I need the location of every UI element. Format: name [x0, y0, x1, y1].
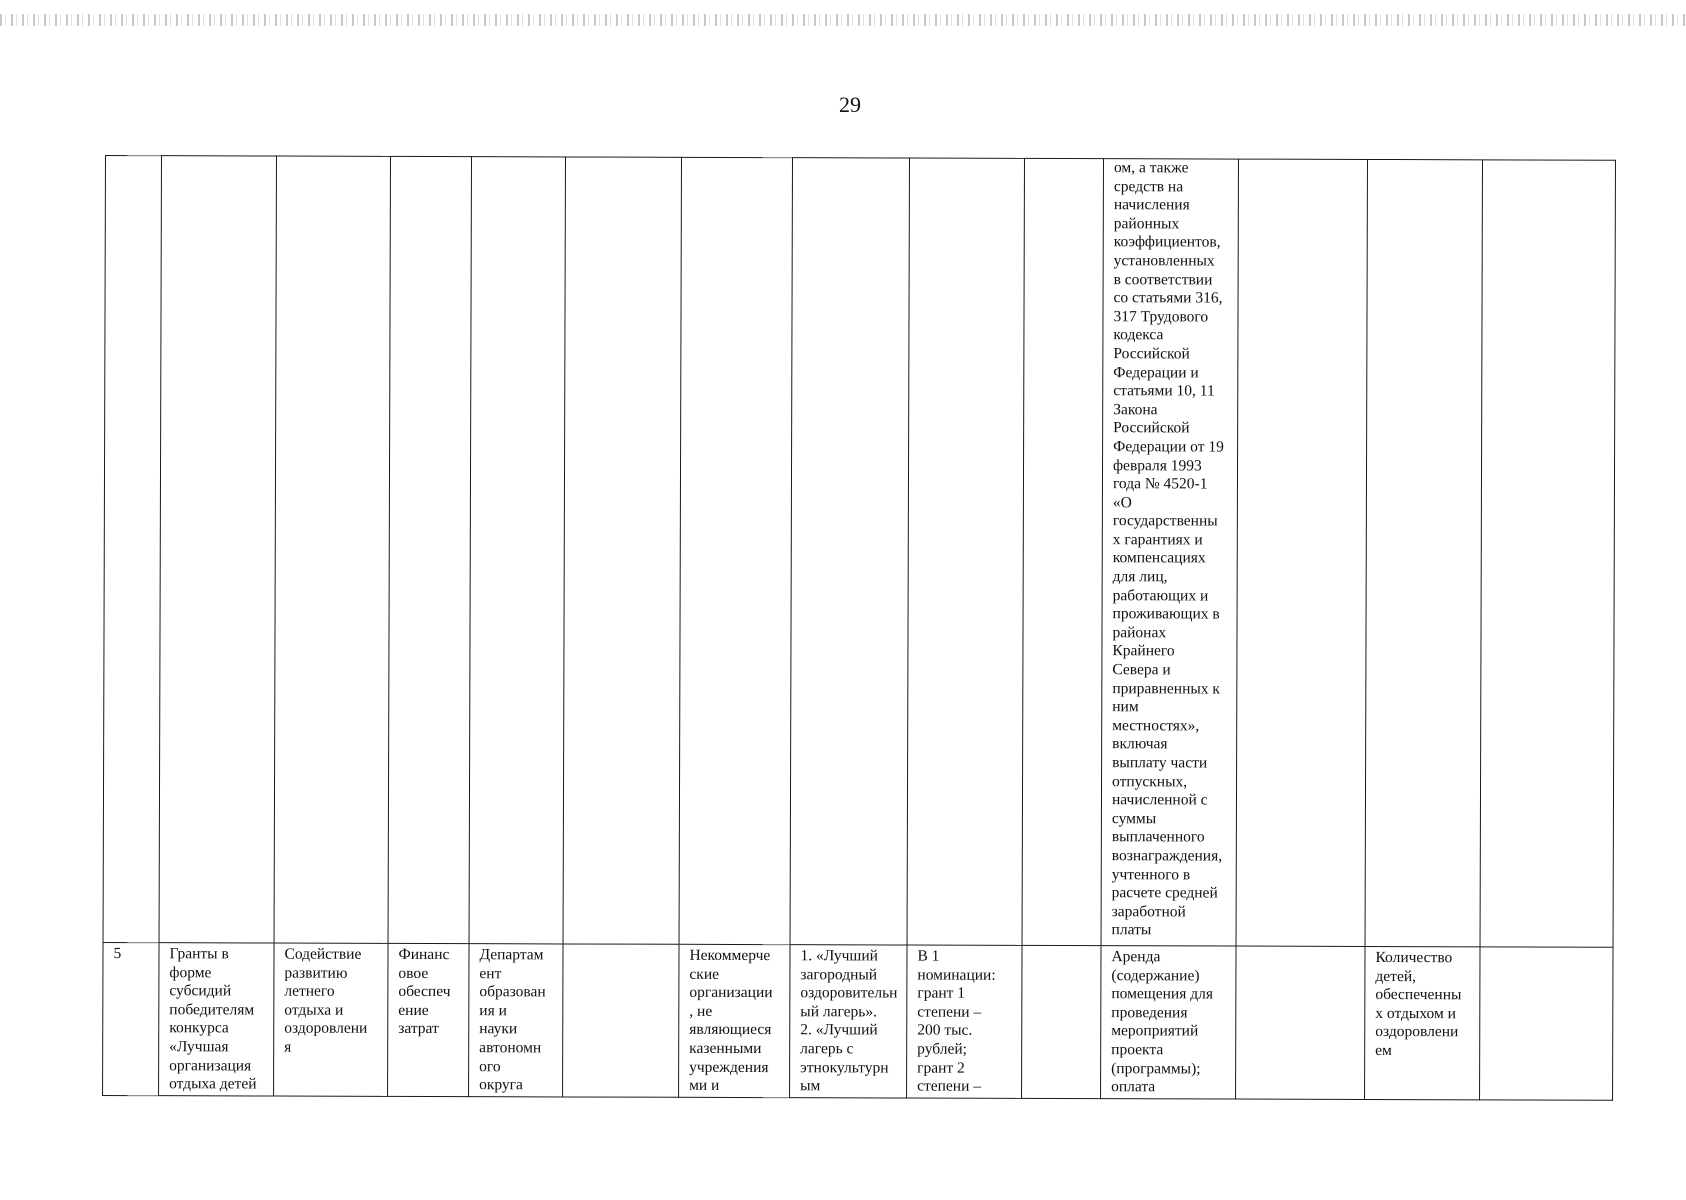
cell-department: Департам ент образован ия и науки автономн ого округа	[469, 944, 563, 1097]
document-table	[102, 155, 1616, 1101]
cell-col-14	[1480, 947, 1613, 1100]
scan-edge-noise	[0, 14, 1686, 26]
cell-expenses: ом, а также средств на начисления районных коэффициентов, установленных в соответствии со статьями 316, 317 Трудового кодекса Российской Федерации и статьями 10, 11 Закона Российской Федерации от 19 февраля 1993 года № 4520-1 «О государственны х гарантиях и компенсациях для лиц, работающих и проживающих в районах Крайнего Севера и приравненных к ним местностях», включая выплату части отпускных, начисленной с суммы выплаченного вознаграждения, учтенного в расчете средней заработной платы	[1101, 159, 1238, 946]
table-row-5	[103, 942, 1613, 1100]
cell-nominations	[790, 158, 909, 945]
cell-indicator	[1365, 159, 1482, 946]
cell-col-6	[563, 944, 679, 1097]
cell-col-14	[1480, 160, 1615, 947]
cell-col-10	[1022, 945, 1101, 1098]
cell-support-type: Финанс овое обеспеч ение затрат	[388, 943, 469, 1096]
cell-goal: Содействие развитию летнего отдыха и оздоровлени я	[274, 943, 388, 1096]
cell-grant-amounts	[907, 158, 1024, 945]
cell-expenses: Аренда (содержание) помещения для проведения мероприятий проекта (программы); оплата	[1101, 946, 1236, 1099]
cell-nominations: 1. «Лучший загородный оздоровительн ый лагерь». 2. «Лучший лагерь с этнокультурн ым	[790, 945, 907, 1098]
document-table-container	[105, 155, 1615, 1095]
cell-event-name	[159, 156, 276, 943]
cell-goal	[274, 156, 390, 943]
cell-col-12	[1236, 159, 1367, 946]
cell-grant-amounts: В 1 номинации: грант 1 степени – 200 тыс. рублей; грант 2 степени –	[907, 945, 1022, 1098]
cell-number: 5	[103, 942, 159, 1095]
cell-recipients: Некоммерче ские организации , не являющиеся казенными учреждения ми и	[679, 944, 790, 1097]
cell-col-12	[1236, 946, 1365, 1099]
cell-event-name: Гранты в форме субсидий победителям конкурса «Лучшая организация отдыха детей	[159, 943, 274, 1096]
cell-col-10	[1022, 158, 1103, 945]
page-number: 29	[839, 92, 861, 117]
table-row-continuation	[103, 156, 1615, 948]
cell-recipients	[679, 157, 792, 944]
cell-department	[469, 157, 565, 944]
cell-col-6	[563, 157, 681, 944]
cell-support-type	[388, 156, 471, 943]
cell-number	[103, 156, 161, 943]
cell-indicator: Количество детей, обеспеченны х отдыхом и оздоровлени ем	[1365, 946, 1480, 1099]
